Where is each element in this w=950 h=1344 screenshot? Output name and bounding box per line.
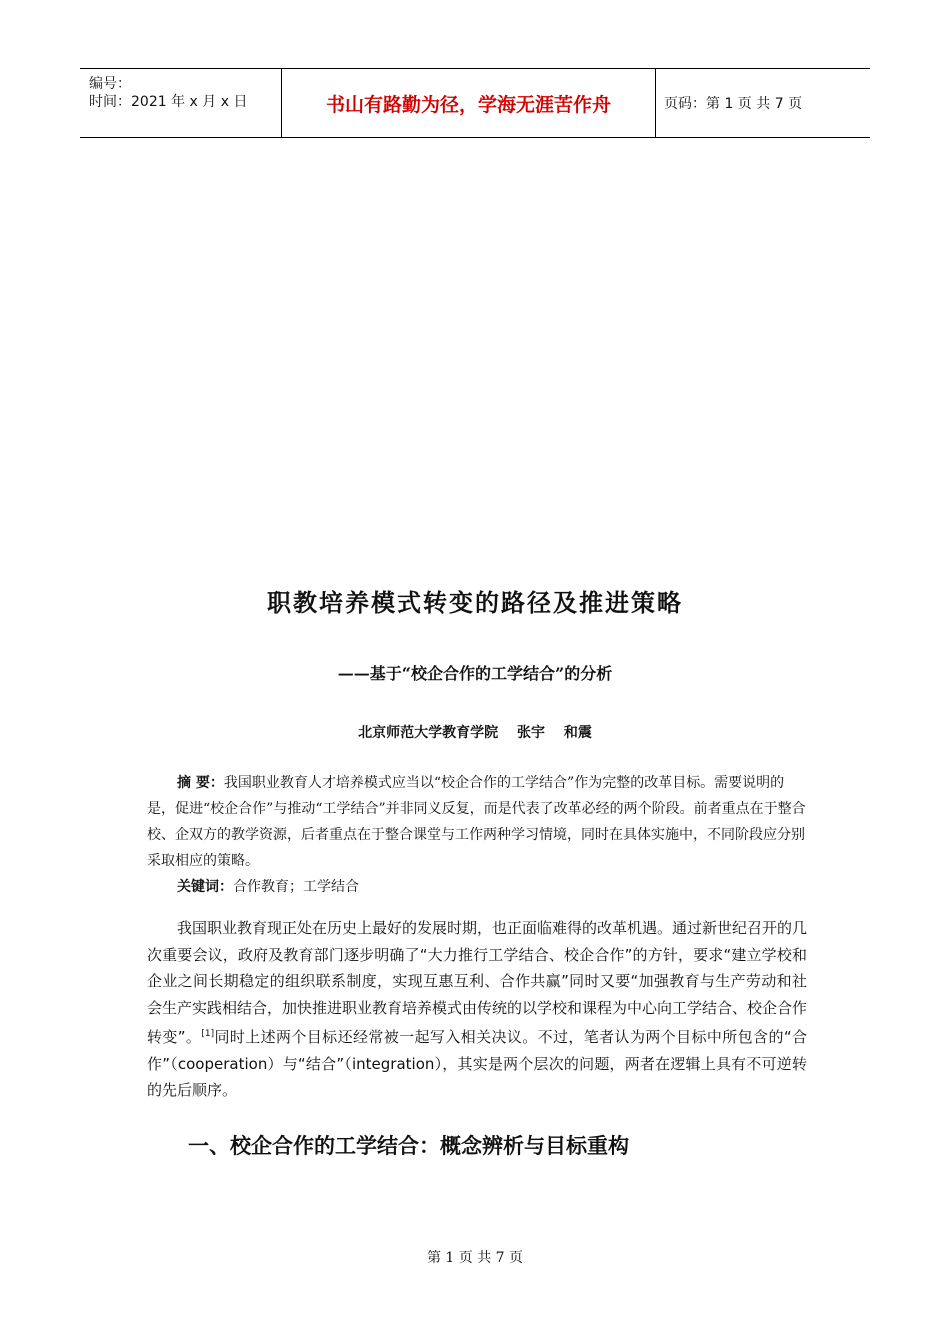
paragraph-text-b: 同时上述两个目标还经常被一起写入相关决议。不过，笔者认为两个目标中所包含的“合作”（cooperation）与“结合”（integration），其实是两个层次的问题，两者在逻辑上具有不可逆转的先后顺序。 (147, 1028, 807, 1099)
document-date: 时间：2021 年 x 月 x 日 (89, 94, 248, 110)
page-header (80, 68, 870, 138)
abstract-block (147, 770, 807, 900)
authors-line: 北京师范大学教育学院 张宇 和震 (358, 725, 592, 741)
abstract-text: 我国职业教育人才培养模式应当以“校企合作的工学结合”作为完整的改革目标。需要说明的是，促进“校企合作”与推动“工学结合”并非同义反复，而是代表了改革必经的两个阶段。前者重点在于整合校、企双方的教学资源，后者重点在于整合课堂与工作两种学习情境，同时在具体实施中，不同阶段应分别采取相应的策略。 (147, 775, 806, 869)
page-footer: 第 1 页 共 7 页 (426, 1250, 524, 1266)
header-meta-cell (80, 69, 282, 137)
document-number-label: 编号： (89, 76, 131, 92)
citation-ref[interactable]: [1] (201, 1029, 215, 1039)
abstract-label: 摘 要： (177, 775, 224, 791)
section-heading: 一、校企合作的工学结合：概念辨析与目标重构 (188, 1134, 629, 1158)
abstract-paragraph (147, 770, 807, 874)
keywords-label: 关键词： (177, 879, 233, 895)
document-title: 职教培养模式转变的路径及推进策略 (267, 588, 683, 617)
body-text (147, 915, 807, 1104)
header-page-info: 页码：第 1 页 共 7 页 (664, 96, 803, 112)
keywords-line (147, 874, 807, 900)
body-paragraph (147, 915, 807, 1104)
document-subtitle: ——基于“校企合作的工学结合”的分析 (337, 664, 613, 683)
header-motto: 书山有路勤为径，学海无涯苦作舟 (282, 69, 656, 137)
paragraph-text-a: 我国职业教育现正处在历史上最好的发展时期，也正面临难得的改革机遇。通过新世纪召开的几次重要会议，政府及教育部门逐步明确了“大力推行工学结合、校企合作”的方针，要求“建立学校和企业之间长期稳定的组织联系制度，实现互惠互利、合作共赢”同时又要“加强教育与生产劳动和社会生产实践相结合，加快推进职业教育培养模式由传统的以学校和课程为中心向工学结合、校企合作转变”。 (147, 919, 808, 1046)
keywords-text: 合作教育；工学结合 (233, 879, 359, 895)
